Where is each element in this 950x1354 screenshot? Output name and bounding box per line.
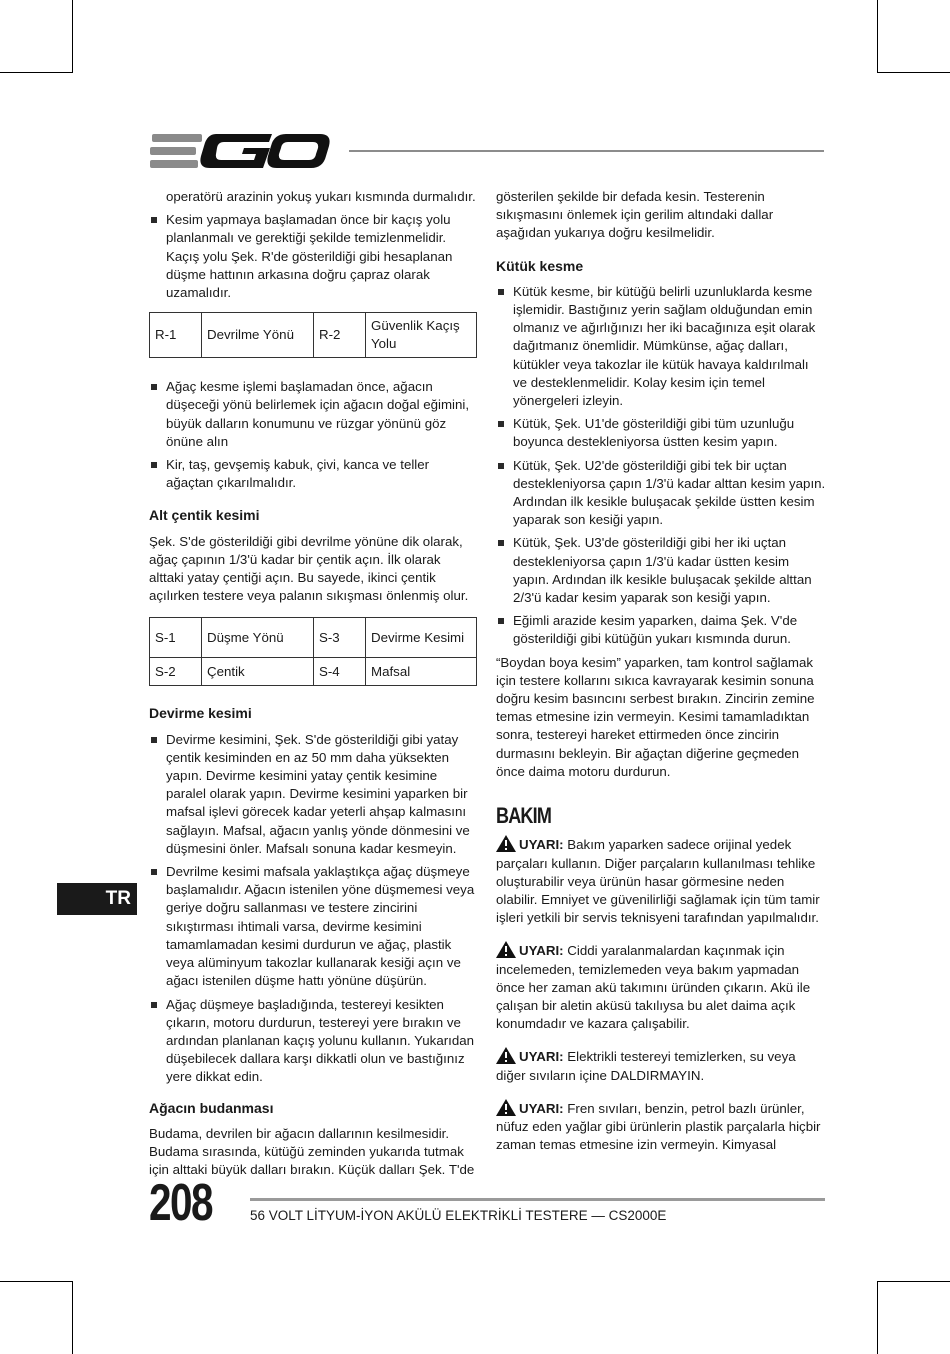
felling-bullet: Devirme kesimini, Şek. S'de gösterildiği gibi yatay çentik kesiminden en az 50 mm daha yüksekten yapın. Devirme kesimini yatay çentik kesimine paralel olarak yapın. Devirme kesimini yaparken bir mafsal işlevi görecek kadar yeterli ahşap kalmasını sağlayın. Mafsal, ağacın yanlış yönde dönmesini ve düşmesini önler. Mafsalı sonuna kadar kesmeyin. [149,731,477,858]
crop-mark [877,0,878,73]
warning-triangle-icon [496,1047,516,1064]
language-tab: TR [57,883,137,915]
bucking-bullet: Kütük, Şek. U3'de gösterildiği gibi her iki uçtan destekleniyorsa çapın 1/3'ü kadar üstten kesim yapın. Ardından ilk kesikle buluşacak şekilde alttan 2/3'ü kadar kesim yaparak son kesiği yapın. [496,534,826,607]
maintenance-heading: BAKIM [496,803,552,829]
notch-paragraph: Şek. S'de gösterildiği gibi devrilme yönüne dik olarak, ağaç çapının 1/3'ü kadar bir çentik açın. İlk olarak alttaki yatay çentiği açın. Bu sayede, ikinci çentik açılırken testere veya palanın sıkışması önlenmiş olur. [149,533,469,604]
legend-label: Düşme Yönü [202,618,314,658]
warning-triangle-icon [496,835,516,852]
crop-mark [0,72,73,73]
bucking-heading: Kütük kesme [496,257,584,274]
fall-direction-bullet: Ağaç kesme işlemi başlamadan önce, ağacın düşeceği yönü belirlemek için ağacın doğal eğimini, büyük dalların konumunu ve rüzgar yönünü göz önüne alın [149,378,477,451]
ego-logo [150,130,330,172]
figure-s-legend [149,617,477,686]
warning-text: Elektrikli testereyi temizlerken, su veya diğer sıvıların içine DALDIRMAYIN. [496,1049,796,1083]
bucking-bullet: Kütük kesme, bir kütüğü belirli uzunluklarda kesme işlemidir. Bastığınız yerin sağlam olduğundan emin olmanız ve ağırlığınızı her iki bacağınıza eşit olarak dağıtmanız önemlidir. Mümkünse, ağaç dalları, kütükler veya takozlar ile kütük havaya kaldırılmalı ve desteklenmelidir. Kolay kesim için temel yönergeleri izleyin. [496,283,826,410]
page-number: 208 [149,1174,212,1232]
pruning-paragraph: Budama, devrilen bir ağacın dallarının kesilmesidir. Budama sırasında, kütüğü zeminden yukarıda tutmak için alttaki büyük dalları bırakın. Küçük dalları Şek. T'de [149,1125,475,1178]
legend-code: S-1 [150,618,202,658]
bucking-bullet: Kütük, Şek. U1'de gösterildiği gibi tüm uzunluğu boyunca destekleniyorsa üstten kesim yapın. [496,415,826,451]
legend-label: Devirme Kesimi [366,618,477,658]
legend-code: S-2 [150,658,202,686]
crop-mark [72,1281,73,1354]
footer-title: 56 VOLT LİTYUM-İYON AKÜLÜ ELEKTRİKLİ TESTERE — CS2000E [250,1208,667,1223]
warning-text: Bakım yaparken sadece orijinal yedek parçaları kullanın. Diğer parçaların kullanılması tehlike oluşturabilir veya ürünün hasar görmesine neden olabilir. Emniyet ve güvenilirliği sağlamak için tüm tamir işleri yetkili bir servis teknisyeni tarafından yapılmalıdır. [496,837,820,926]
legend-code: S-4 [314,658,366,686]
warning-label: UYARI: [519,943,564,959]
warning-block [496,1099,826,1155]
escape-route-bullet: Kesim yapmaya başlamadan önce bir kaçış yolu planlanmalı ve gerektiği şekilde temizlenmelidir. Kaçış yolu Şek. R'de gösterildiği gibi hesaplanan düşme hattının arkasına doğru çapraz olarak uzamalıdır. [149,211,477,302]
crop-mark [877,1281,950,1282]
warning-block [496,941,826,1033]
pruning-heading: Ağacın budanması [149,1099,274,1116]
warning-label: UYARI: [519,837,564,853]
rip-cut-paragraph: “Boydan boya kesim” yaparken, tam kontrol sağlamak için testere kollarını sıkıca kavrayarak kesimin sonuna doğru kesim basıncını serbest bırakın. Zincirin zemine temas etmesine izin vermeyin. Kesimi tamamladıktan sonra, testereyi hareket ettirmeden önce zincirin durmasını bekleyin. Bir ağaçtan diğerine geçmeden önce daima motoru durdurun. [496,654,815,779]
warning-label: UYARI: [519,1049,564,1065]
left-column [149,188,477,1179]
pruning-continuation: gösterilen şekilde bir defada kesin. Testerenin sıkışmasını önlemek için gerilim altındaki dallar aşağıdan yukarıya doğru kesilmelidir. [496,189,774,241]
legend-label: Mafsal [366,658,477,686]
crop-mark [0,1281,73,1282]
footer-rule [250,1198,825,1201]
header-rule [349,150,824,152]
warning-text: Ciddi yaralanmalardan kaçınmak için incelemeden, temizlemeden veya bakım yapmadan önce her zaman akü takımını üründen çıkarın. Akü ile çalışan bir aletin aküsü takılıysa bu alet daima açık konumdadır ve kazara çalışabilir. [496,943,811,1032]
bullet-continuation: operatörü arazinin yokuş yukarı kısmında durmalıdır. [166,189,476,204]
warning-block [496,1047,826,1084]
legend-code: S-3 [314,618,366,658]
legend-label: Güvenlik Kaçış Yolu [366,313,477,358]
warning-block [496,835,826,927]
crop-mark [877,72,950,73]
felling-bullet: Ağaç düşmeye başladığında, testereyi kesikten çıkarın, motoru durdurun, testereyi yere bırakın ve ardından planlanan kaçış yolunu kullanın. Yukarıdan düşebilecek dallara karşı dikkatli olun ve bastığınız yere dikkat edin. [149,996,477,1087]
debris-bullet: Kir, taş, gevşemiş kabuk, çivi, kanca ve teller ağaçtan çıkarılmalıdır. [149,456,477,492]
bucking-bullet: Kütük, Şek. U2'de gösterildiği gibi tek bir uçtan destekleniyorsa çapın 1/3'ü kadar alttan kesim yapın. Ardından ilk kesikle buluşacak şekilde üstten kesim yaparak son kesiği yapın. [496,457,826,530]
crop-mark [877,1281,878,1354]
legend-code: R-2 [314,313,366,358]
felling-heading: Devirme kesimi [149,705,252,722]
legend-code: R-1 [150,313,202,358]
right-column [496,188,826,1168]
warning-label: UYARI: [519,1100,564,1116]
felling-bullet: Devrilme kesimi mafsala yaklaştıkça ağaç düşmeye başlamalıdır. Ağacın istenilen yöne düşmemesi veya geriye doğru sallanması ve testere zincirini sıkıştırması ihtimali varsa, devirme kesimini tamamlamadan kesimi durdurun ve ağaç, plastik veya alüminyum takozlar kullanarak kesiği açın ve ağacı istenilen düşme hattı yönüne düşürün. [149,863,477,990]
crop-mark [72,0,73,73]
bucking-bullet: Eğimli arazide kesim yaparken, daima Şek. V'de gösterildiği gibi kütüğün yukarı kısmında durun. [496,612,826,648]
warning-triangle-icon [496,941,516,958]
notch-heading: Alt çentik kesimi [149,507,260,524]
figure-r-legend [149,312,477,358]
legend-label: Devrilme Yönü [202,313,314,358]
warning-triangle-icon [496,1099,516,1116]
legend-label: Çentik [202,658,314,686]
warning-text: Fren sıvıları, benzin, petrol bazlı ürünler, nüfuz eden yağlar gibi ürünlerin plastik parçalarla hiçbir zaman temas etmesine izin vermeyin. Kimyasal [496,1100,821,1153]
